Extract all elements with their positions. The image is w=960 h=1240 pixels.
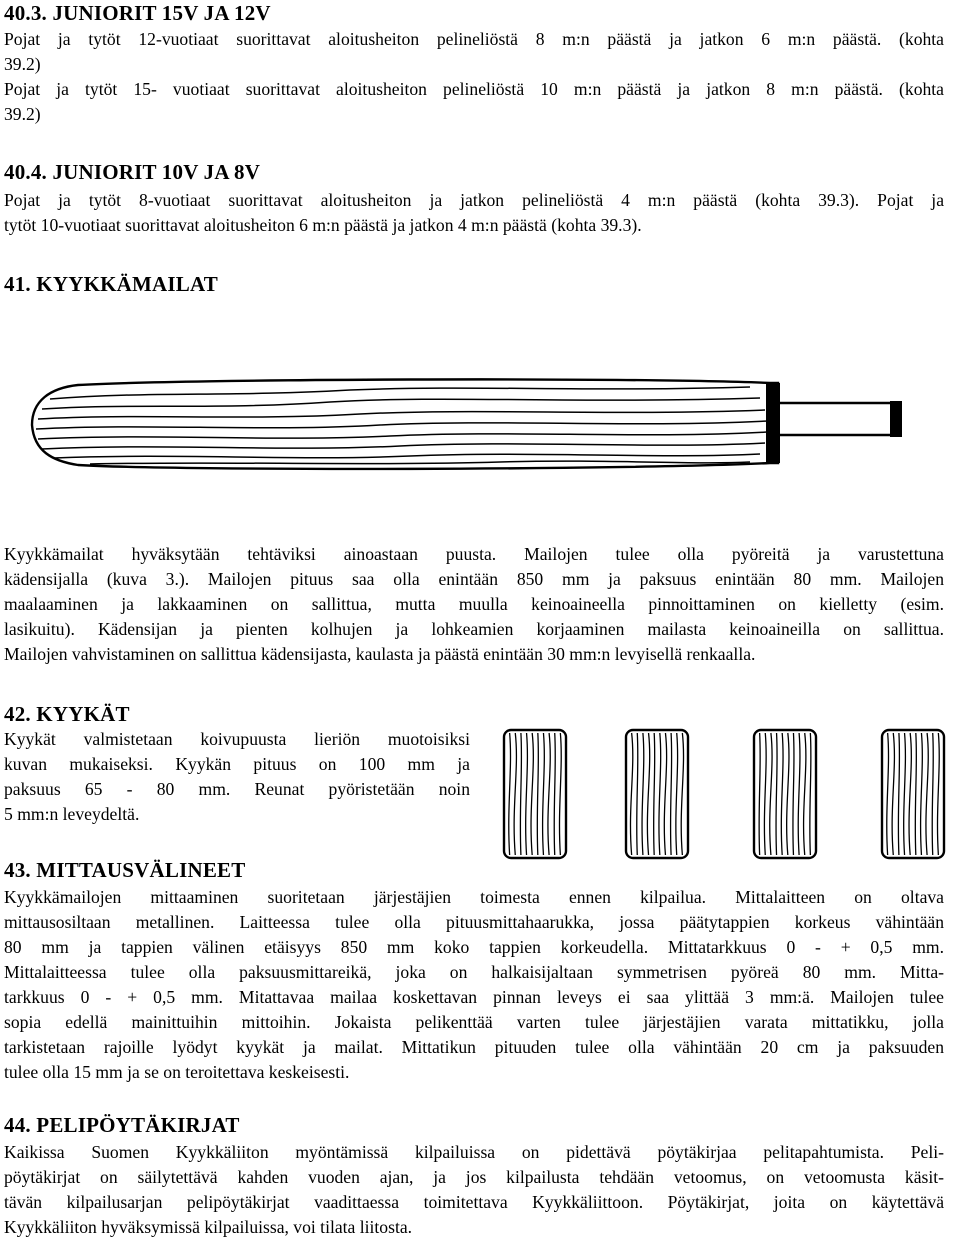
section-body-40-3 [4,27,944,127]
section-body-40-4 [4,188,944,238]
section-heading-42: 42. KYYKÄT [4,702,130,726]
kyykka-bat-drawing-icon [30,373,910,473]
text-line: paksuus 65 - 80 mm. Reunat pyöristetään noin [4,779,470,799]
text-line: tarkkuus 0 - + 0,5 mm. Mitattavaa mailaa koskettavan pinnan leveys ei saa ylittää 3 mm:ä. Mailojen tulee [4,987,944,1007]
text-line: Kyykkäliiton hyväksymissä kilpailuissa, voi tilata liitosta. [4,1217,413,1237]
section-body-41 [4,542,944,667]
text-line: Kyykät valmistetaan koivupuusta lieriön muotoisiksi [4,729,470,749]
kyykka-pin [882,730,944,858]
section-heading-43: 43. MITTAUSVÄLINEET [4,858,246,882]
section-heading-41: 41. KYYKKÄMAILAT [4,272,218,296]
text-line: 80 mm ja tappien välinen etäisyys 850 mm koko tappien korkeudella. Mittatarkkuus 0 - + 0,5 mm. [4,937,944,957]
kyykka-pin [754,730,816,858]
text-line: mittausosiltaan metallinen. Laitteessa tulee olla pituusmittahaarukka, jossa päätytappien korkeus vähintään [4,912,944,932]
text-line: tulee olla 15 mm ja se on teroitettava keskeisesti. [4,1062,350,1082]
section-heading-40-4: 40.4. JUNIORIT 10V JA 8V [4,160,261,184]
text-line: 39.2) [4,54,41,74]
kyykka-pin [626,730,688,858]
text-line: kädensijalla (kuva 3.). Mailojen pituus saa olla enintään 850 mm ja paksuus enintään 80 mm. Mailojen [4,569,944,589]
kyykka-pins-drawing-icon [496,718,952,874]
text-line: lasikuitu). Kädensijan ja pienten kolhujen ja lohkeamien korjaaminen mailasta keinoaineilla on sallittua. [4,619,944,639]
text-line: tävän kilpailusarjan pelipöytäkirjat vaadittaessa toimitettava Kyykkäliittoon. Pöytäkirjat, joita on käytettävä [4,1192,944,1212]
text-line: kuvan mukaiseksi. Kyykän pituus on 100 mm ja [4,754,470,774]
text-line: maalaaminen ja lakkaaminen on sallittua, mutta muulla keinoaineella pinnoittaminen on kielletty (esim. [4,594,944,614]
section-heading-44: 44. PELIPÖYTÄKIRJAT [4,1113,240,1137]
text-line: Kaikissa Suomen Kyykkäliiton myöntämissä kilpailuissa on pidettävä pöytäkirjaa pelitapahtumista. Peli- [4,1142,944,1162]
text-line: Pojat ja tytöt 15- vuotiaat suorittavat aloitusheiton pelineliöstä 10 m:n päästä ja jatkon 8 m:n päästä. (kohta [4,79,944,99]
text-line: Mittalaitteessa tulee olla paksuusmittareikä, joka on halkaisijaltaan symmetrisen pyöreä 80 mm. Mitta- [4,962,944,982]
text-line: Pojat ja tytöt 12-vuotiaat suorittavat aloitusheiton pelineliöstä 8 m:n päästä ja jatkon 6 m:n päästä. (kohta [4,29,944,49]
section-body-44 [4,1140,944,1240]
text-line: sopia edellä mainittuihin mittoihin. Jokaista pelikenttää varten tulee järjestäjien varata mittatikku, jolla [4,1012,944,1032]
section-heading-40-3: 40.3. JUNIORIT 15V JA 12V [4,1,271,25]
text-line: Pojat ja tytöt 8-vuotiaat suorittavat aloitusheiton ja jatkon pelineliöstä 4 m:n päästä (kohta 39.3). Pojat ja [4,190,944,210]
text-line: Kyykkämailat hyväksytään tehtäviksi ainoastaan puusta. Mailojen tulee olla pyöreitä ja varustettuna [4,544,944,564]
text-line: Mailojen vahvistaminen on sallittua kädensijasta, kaulasta ja päästä enintään 30 mm:n levyisellä renkaalla. [4,644,756,664]
text-line: 5 mm:n leveydeltä. [4,804,140,824]
text-line: tarkistetaan rajoille lyödyt kyykät ja mailat. Mittatikun pituuden tulee olla vähintään 20 cm ja paksuuden [4,1037,944,1057]
text-line: pöytäkirjat on säilytettävä kahden vuoden ajan, ja jos kilpailusta tehdään vetoomus, on vetoomusta käsit- [4,1167,944,1187]
text-line: 39.2) [4,104,41,124]
section-body-42 [4,727,470,827]
text-line: tytöt 10-vuotiaat suorittavat aloitusheiton 6 m:n päästä ja jatkon 4 m:n päästä (kohta 39.3). [4,215,642,235]
text-line: Kyykkämailojen mittaaminen suoritetaan järjestäjien toimesta ennen kilpailua. Mittalaitteen on oltava [4,887,944,907]
section-body-43 [4,885,944,1085]
kyykka-pin [504,730,566,858]
